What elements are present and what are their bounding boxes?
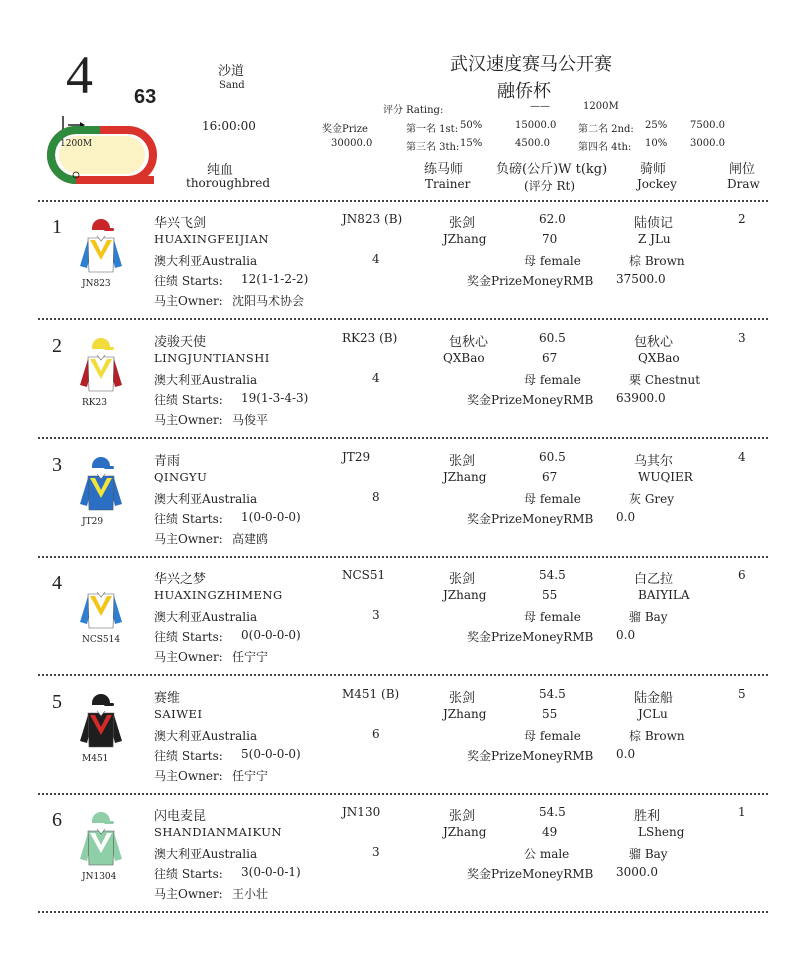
prize-money-label: 奖金PrizeMoneyRMB [467,393,594,407]
starts-record: 3(0-0-0-1) [241,865,301,879]
horse-code: RK23 (B) [342,331,398,345]
jockey-cn: 乌其尔 [634,454,674,469]
starts-label: 往绩 Starts: [154,274,223,288]
prize-3-pct: 15% [460,138,483,149]
draw-number: 5 [738,687,746,701]
owner-name: 任宁宁 [232,650,269,664]
prize-money: 0.0 [616,747,636,761]
starts-record: 0(0-0-0-0) [241,628,301,642]
horse-age: 3 [372,608,380,622]
prize-money-label: 奖金PrizeMoneyRMB [467,274,594,288]
horse-entry [0,677,800,795]
prize-money-label: 奖金PrizeMoneyRMB [467,867,594,881]
silk-code: JN823 [82,279,111,289]
track-diagram [36,112,158,192]
horse-age: 4 [372,252,380,266]
horse-color: 棕 Brown [629,729,685,743]
header-weight-en: (评分 Rt) [524,179,576,193]
header-draw-en: Draw [727,177,760,191]
trainer-cn: 张剑 [449,691,476,706]
silk-code: JT29 [82,517,104,527]
owner-label: 马主Owner: [154,294,223,308]
horse-code: NCS51 [342,568,386,582]
race-title: 武汉速度赛马公开赛 [450,54,612,75]
horse-sex: 母 female [524,492,581,506]
prize-2-label: 第二名 2nd: [578,124,634,135]
horse-entry [0,795,800,913]
trainer-en: JZhang [443,232,487,246]
header-jockey-en: Jockey [637,177,677,191]
owner-name: 高建鸥 [232,532,269,546]
owner-label: 马主Owner: [154,650,223,664]
horse-name-cn: 闪电麦昆 [154,809,207,824]
horse-number: 5 [52,691,62,713]
race-subtitle: 融侨杯 [497,81,551,102]
jockey-cn: 胜利 [634,809,661,824]
silk-code: JN1304 [82,872,117,882]
jockey-cn: 白乙拉 [634,572,674,587]
horse-age: 6 [372,727,380,741]
horse-age: 8 [372,490,380,504]
surface-cn: 沙道 [218,64,245,79]
owner-name: 任宁宁 [232,769,269,783]
track-distance: 1200M [60,139,93,149]
trainer-cn: 张剑 [449,454,476,469]
rating: 67 [542,470,558,484]
trainer-cn: 张剑 [449,809,476,824]
horse-color: 栗 Chestnut [629,373,701,387]
prize-money-label: 奖金PrizeMoneyRMB [467,630,594,644]
horse-entry [0,202,800,320]
silk-code: M451 [82,754,109,764]
horse-number: 4 [52,572,62,594]
horse-number: 6 [52,809,62,831]
draw-number: 6 [738,568,746,582]
breed-en: thoroughbred [186,176,271,190]
jockey-en: QXBao [638,351,680,365]
prize-3-amount: 4500.0 [515,138,550,149]
horse-color: 灰 Grey [629,492,675,506]
rating: 67 [542,351,558,365]
trainer-cn: 张剑 [449,216,476,231]
owner-name: 王小壮 [232,887,269,901]
starts-label: 往绩 Starts: [154,749,223,763]
jockey-silk-icon [78,572,124,636]
trainer-en: JZhang [443,588,487,602]
race-number: 4 [66,45,93,105]
horse-name-en: SAIWEI [154,707,203,721]
owner-name: 马俊平 [232,413,269,427]
horse-name-cn: 华兴之梦 [154,572,207,587]
draw-number: 4 [738,450,746,464]
horse-sex: 母 female [524,729,581,743]
jockey-en: JCLu [638,707,668,721]
horse-number: 2 [52,335,62,357]
divider [38,318,768,320]
starts-label: 往绩 Starts: [154,512,223,526]
horse-name-en: LINGJUNTIANSHI [154,351,270,365]
starts-label: 往绩 Starts: [154,393,223,407]
horse-color: 棕 Brown [629,254,685,268]
rating-value: —— [530,101,550,112]
trainer-cn: 包秋心 [449,335,489,350]
divider [38,674,768,676]
prize-money: 0.0 [616,510,636,524]
horse-color: 骝 Bay [629,847,668,861]
prize-label: 奖金Prize [322,124,368,135]
header-weight-cn: 负磅(公斤)W t(kg) [496,162,608,177]
header-jockey-cn: 骑师 [640,162,667,177]
horse-age: 3 [372,845,380,859]
race-sequence: 63 [134,86,157,108]
jockey-silk-icon [78,691,124,755]
horse-name-en: SHANDIANMAIKUN [154,825,282,839]
prize-1-label: 第一名 1st: [406,124,459,135]
horse-entry [0,558,800,676]
prize-money: 37500.0 [616,272,666,286]
owner-label: 马主Owner: [154,413,223,427]
horse-name-en: HUAXINGFEIJIAN [154,232,270,246]
prize-money: 63900.0 [616,391,666,405]
prize-money-label: 奖金PrizeMoneyRMB [467,749,594,763]
silk-code: RK23 [82,398,107,408]
prize-4-label: 第四名 4th: [578,142,632,153]
breed-cn: 纯血 [207,163,234,178]
horse-number: 3 [52,454,62,476]
jockey-en: LSheng [638,825,685,839]
prize-4-amount: 3000.0 [690,138,725,149]
rating: 70 [542,232,558,246]
prize-2-pct: 25% [645,120,668,131]
jockey-silk-icon [78,454,124,518]
horse-code: JN130 [342,805,381,819]
owner-label: 马主Owner: [154,769,223,783]
horse-number: 1 [52,216,62,238]
trainer-en: JZhang [443,825,487,839]
jockey-cn: 陆侦记 [634,216,674,231]
race-distance: 1200M [583,101,619,112]
trainer-en: JZhang [443,470,487,484]
draw-number: 2 [738,212,746,226]
trainer-en: QXBao [443,351,485,365]
prize-total: 30000.0 [331,138,373,149]
draw-number: 1 [738,805,746,819]
jockey-en: WUQIER [638,470,693,484]
starts-record: 12(1-1-2-2) [241,272,309,286]
starts-record: 19(1-3-4-3) [241,391,309,405]
prize-1-amount: 15000.0 [515,120,557,131]
horse-entry [0,440,800,558]
horse-name-cn: 青雨 [154,454,181,469]
header-trainer-en: Trainer [425,177,471,191]
horse-code: M451 (B) [342,687,400,701]
header-draw-cn: 闸位 [729,162,756,177]
horse-name-en: HUAXINGZHIMENG [154,588,283,602]
horse-sex: 母 female [524,373,581,387]
prize-1-pct: 50% [460,120,483,131]
rating: 55 [542,707,558,721]
horse-code: JT29 [342,450,371,464]
jockey-silk-icon [78,809,124,873]
trainer-en: JZhang [443,707,487,721]
jockey-silk-icon [78,335,124,399]
jockey-en: BAIYILA [638,588,690,602]
carried-weight: 54.5 [539,805,566,819]
horse-origin: 澳大利亚Australia [154,254,258,268]
horse-sex: 母 female [524,610,581,624]
carried-weight: 54.5 [539,568,566,582]
rating-label: 评分 Rating: [383,105,444,116]
horse-color: 骝 Bay [629,610,668,624]
horse-name-cn: 赛维 [154,691,181,706]
horse-origin: 澳大利亚Australia [154,729,258,743]
trainer-cn: 张剑 [449,572,476,587]
horse-code: JN823 (B) [342,212,403,226]
starts-label: 往绩 Starts: [154,630,223,644]
prize-money: 3000.0 [616,865,658,879]
jockey-en: Z JLu [638,232,671,246]
draw-number: 3 [738,331,746,345]
jockey-cn: 包秋心 [634,335,674,350]
owner-label: 马主Owner: [154,532,223,546]
carried-weight: 60.5 [539,331,566,345]
horse-origin: 澳大利亚Australia [154,610,258,624]
divider [38,437,768,439]
horse-sex: 公 male [524,847,570,861]
horse-age: 4 [372,371,380,385]
starts-label: 往绩 Starts: [154,867,223,881]
starts-record: 5(0-0-0-0) [241,747,301,761]
prize-2-amount: 7500.0 [690,120,725,131]
horse-origin: 澳大利亚Australia [154,847,258,861]
horse-name-en: QINGYU [154,470,208,484]
surface-en: Sand [219,80,245,91]
horse-entry [0,321,800,439]
silk-code: NCS514 [82,635,121,645]
carried-weight: 62.0 [539,212,566,226]
carried-weight: 54.5 [539,687,566,701]
prize-4-pct: 10% [645,138,668,149]
prize-money-label: 奖金PrizeMoneyRMB [467,512,594,526]
race-time: 16:00:00 [202,119,256,133]
prize-money: 0.0 [616,628,636,642]
rating: 49 [542,825,558,839]
horse-origin: 澳大利亚Australia [154,492,258,506]
starts-record: 1(0-0-0-0) [241,510,301,524]
horse-name-cn: 凌骏天使 [154,335,207,350]
prize-3-label: 第三名 3th: [406,142,460,153]
header-trainer-cn: 练马师 [424,162,464,177]
jockey-cn: 陆金船 [634,691,674,706]
carried-weight: 60.5 [539,450,566,464]
horse-name-cn: 华兴飞剑 [154,216,207,231]
owner-label: 马主Owner: [154,887,223,901]
owner-name: 沈阳马术协会 [232,294,305,308]
horse-origin: 澳大利亚Australia [154,373,258,387]
horse-sex: 母 female [524,254,581,268]
rating: 55 [542,588,558,602]
divider [38,911,768,913]
jockey-silk-icon [78,216,124,280]
